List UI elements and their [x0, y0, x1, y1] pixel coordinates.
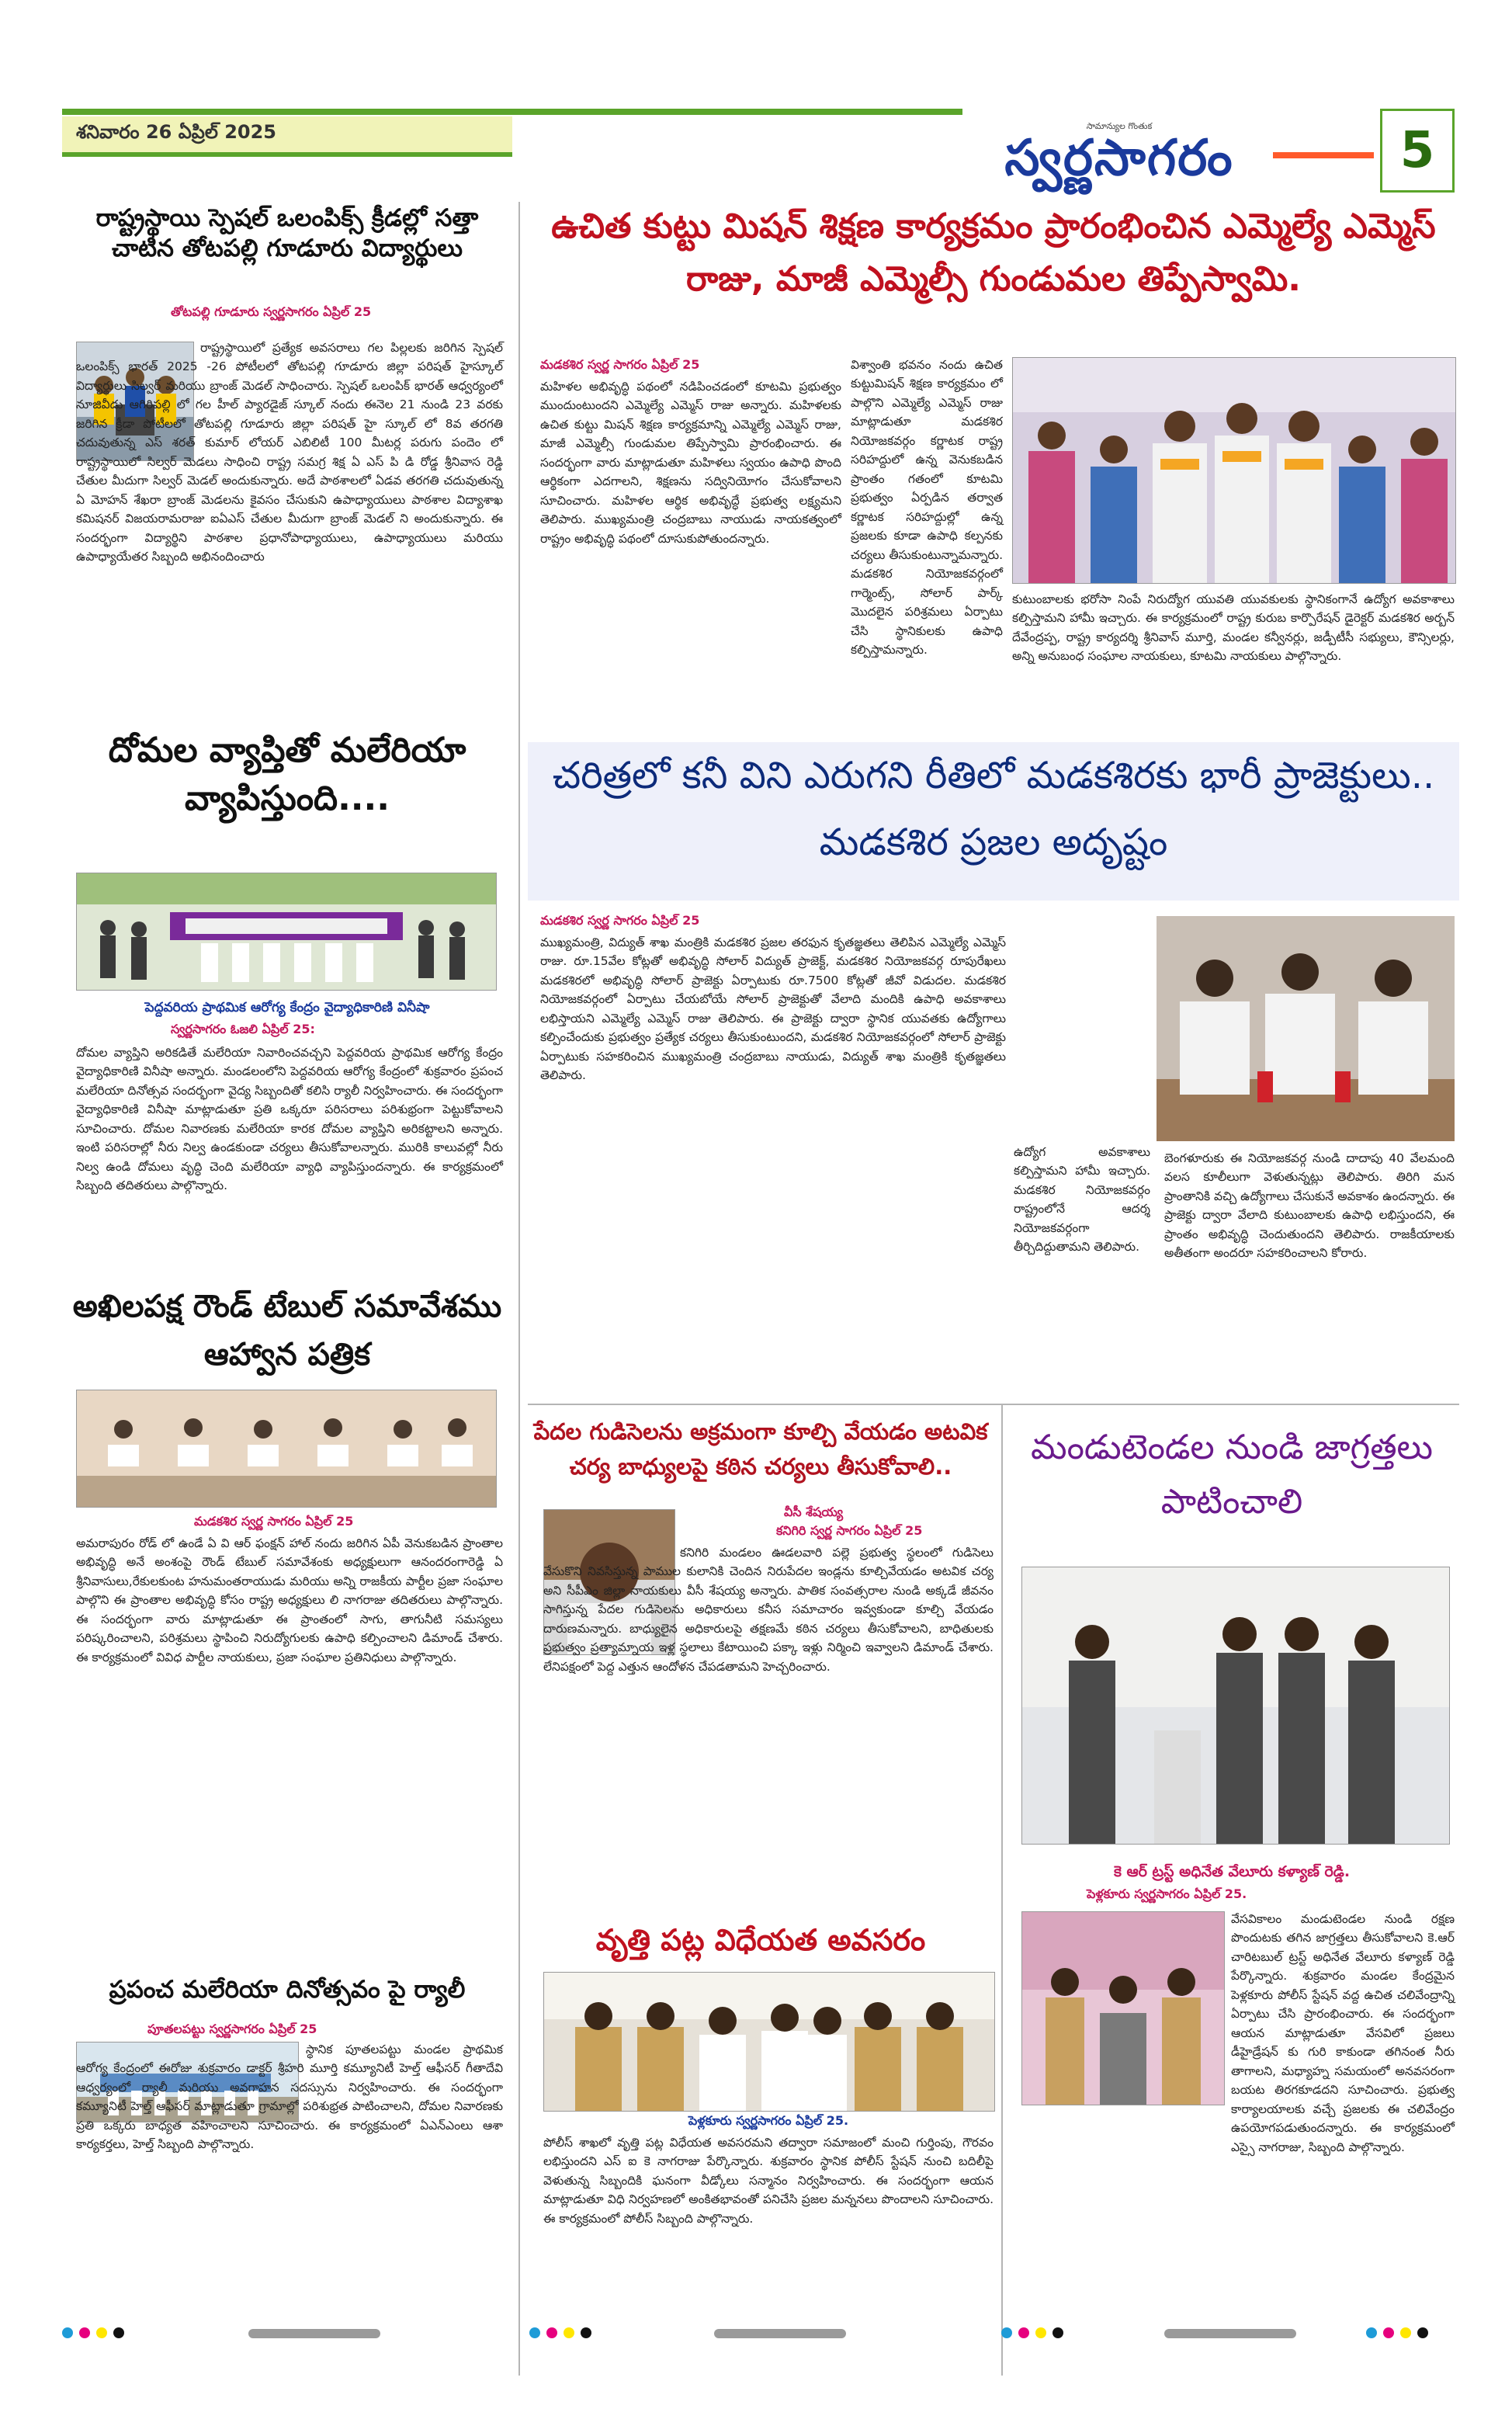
left-article-2-byline: స్వర్ణసాగరం ఓజలి ఏప్రిల్ 25: [171, 1022, 315, 1036]
header-date: శనివారం 26 ఏప్రిల్ 2025 [62, 116, 512, 152]
masthead [980, 109, 1259, 193]
heat-article-headline: మండుటెండల నుండి జాగ్రత్తలు పాటించాలి [1031, 1428, 1433, 1522]
left-article-2-photo [76, 873, 497, 991]
mid-article-byline: మడకశిర స్వర్ణ సాగరం ఏప్రిల్ 25 [540, 913, 700, 928]
footer-dot [1018, 2327, 1029, 2338]
footer-dot [79, 2327, 90, 2338]
demolish-article-body: కనిగిరి మండలం ఊడలవారి పల్లె ప్రభుత్వ స్థలంలో గుడిసెలు వేసుకొని నివసిస్తున్న పాముల కులానికి చెందిన నిరుపేదల ఇండ్లను కూల్చివేయడం అటవిక చర్య అని సీపీఎం జిల్లా నాయకులు వీసీ శేషయ్య అన్నారు. పాతిక సంవత్సరాల నుండి అక్కడే జీవనం సాగిస్తున్న పేదల గుడిసెలను అధికారులు కనీస సమాచారం ఇవ్వకుండా కూల్చి వేయడం దారుణమన్నారు. బాధ్యులైన అధికారులపై తక్షణమే కఠిన చర్యలు తీసుకోవాలని, బాధితులకు ప్రభుత్వం ప్రత్యామ్నాయ ఇళ్ల స్థలాలు కేటాయించి పక్కా ఇళ్లు నిర్మించి ఇవ్వాలని డిమాండ్ చేశారు. లేనిపక్షంలో పెద్ద ఎత్తున ఆందోళన చేపడతామని హెచ్చరించారు. [543, 1546, 994, 1674]
footer-dot [1417, 2327, 1428, 2338]
left-article-3-headline: అఖిలపక్ష రౌండ్ టేబుల్ సమావేశము ఆహ్వాన పత్రిక [72, 1289, 502, 1373]
divider-mid-bottom [528, 1404, 1459, 1405]
demolish-article-byline: కనిగిరి స్వర్ణ సాగరం ఏప్రిల్ 25 [776, 1523, 923, 1538]
left-article-4-byline: పూతలపట్టు స్వర్ణసాగరం ఏప్రిల్ 25 [147, 2022, 317, 2036]
footer-color-dots-far-right [1366, 2327, 1428, 2338]
footer-dot [1366, 2327, 1377, 2338]
left-article-2-headline: దోమల వ్యాప్తితో మలేరియా వ్యాపిస్తుంది.... [108, 731, 466, 818]
header-green-bar [62, 109, 962, 115]
top-article-photo [1012, 357, 1456, 584]
police-article-byline: పెళ్లకూరు స్వర్ణసాగరం ఏప్రిల్ 25. [688, 2113, 849, 2128]
mid-article-press-photo [1009, 916, 1455, 1141]
header-green-bar-2 [62, 152, 512, 157]
footer-dot [113, 2327, 124, 2338]
footer-dot [529, 2327, 540, 2338]
heat-article-photo-1 [1021, 1567, 1450, 1845]
footer-color-dots-left [62, 2327, 124, 2338]
police-article-photo [543, 1972, 995, 2112]
footer-dot [62, 2327, 73, 2338]
footer-dot [564, 2327, 574, 2338]
footer-color-dots-mid [529, 2327, 591, 2338]
column-divider-left [518, 202, 520, 2376]
footer-bar-1 [248, 2329, 380, 2338]
heat-article-byline: పెళ్లకూరు స్వర్ణసాగరం ఏప్రిల్ 25. [1087, 1886, 1247, 1901]
header-orange-bar [1273, 152, 1374, 158]
demolish-article-headline: పేదల గుడిసెలను అక్రమంగా కూల్చి వేయడం అటవిక చర్య బాధ్యులపై కఠిన చర్యలు తీసుకోవాలి.. [533, 1418, 988, 1480]
left-article-2-caption: పెద్దవరియ ప్రాథమిక ఆరోగ్య కేంద్రం వైద్యాధికారిణి వినీషా [144, 1000, 430, 1015]
mid-article-body-col3: బెంగళూరుకు ఈ నియోజకవర్గ నుండి దాదాపు 40 వేలమంది వలస కూలీలుగా వెళుతున్నట్లు తెలిపారు. తిరిగి మన ప్రాంతానికి వచ్చి ఉద్యోగాలు చేసుకునే అవకాశం ఉందన్నారు. ఈ ప్రాజెక్టు ద్వారా వేలాది కుటుంబాలకు ఉపాధి లభిస్తుందని, ఈ ప్రాంతం అభివృద్ధి చెందుతుందని తెలిపారు. రాజకీయాలకు అతీతంగా అందరూ సహకరించాలని కోరారు. [1164, 1151, 1455, 1261]
left-article-4-body: స్థానిక పూతలపట్టు మండల ప్రాథమిక ఆరోగ్య కేంద్రంలో ఈరోజు శుక్రవారం డాక్టర్ శ్రీహరి మూర్తి కమ్యూనిటీ హెల్త్ ఆఫీసర్ గీతాదేవి ఆధ్వర్యంలో ర్యాలీ మరియు అవగాహన సదస్సును నిర్వహించారు. ఈ సందర్భంగా కమ్యూనిటీ హెల్త్ ఆఫీసర్ మాట్లాడుతూ గ్రామాల్లో పరిశుభ్రత పాటించాలని, దోమల నివారణకు ప్రతి ఒక్కరు బాధ్యత వహించాలని సూచించారు. ఈ కార్యక్రమంలో ఏఎన్ఎంలు ఆశా కార్యకర్తలు, హెల్త్ సిబ్బంది పాల్గొన్నారు. [76, 2042, 503, 2152]
demolish-article-person: వీసీ శేషయ్య [784, 1505, 844, 1519]
footer-color-dots-right [1001, 2327, 1063, 2338]
footer-bar-3 [1164, 2329, 1296, 2338]
left-article-2-body: దోమల వ్యాప్తిని అరికడితే మలేరియా నివారించవచ్చని పెద్దవరియ ప్రాథమిక ఆరోగ్య కేంద్రం వైద్యాధికారిణి వినీషా అన్నారు. మండలంలోని పెద్దవరియ ఆరోగ్య కేంద్రంలో శుక్రవారం ప్రపంచ మలేరియా దినోత్సవ సందర్భంగా వైద్య సిబ్బందితో కలిసి ర్యాలీ నిర్వహించారు. ఈ సందర్భంగా వైద్యాధికారిణి వినీషా మాట్లాడుతూ ప్రతి ఒక్కరూ పరిసరాలు పరిశుభ్రంగా పెట్టుకోవాలని సూచించారు. దోమల నివారణకు మలేరియా కారక దోమల వ్యాప్తిని అరికట్టాలని అన్నారు. ఇంటి పరిసరాల్లో నీరు నిల్వ ఉండకుండా చర్యలు తీసుకోవాలన్నారు. మురికి కాలువల్లో నీరు నిల్వ ఉండి దోమలు వృద్ధి చెంది మలేరియా వ్యాధి వ్యాపిస్తుందన్నారు. ఈ కార్యక్రమంలో సిబ్బంది తదితరులు పాల్గొన్నారు. [76, 1046, 503, 1193]
page-number: 5 [1380, 109, 1455, 193]
top-article-body-col1: మహిళల అభివృద్ధి పథంలో నడిపించడంలో కూటమి ప్రభుత్వం ముందుంటుందని ఎమ్మెల్యే ఎమ్మెస్ రాజు అన్నారు. మహిళలకు ఉచిత కుట్టు మిషన్ శిక్షణ కార్యక్రమాన్ని ఎమ్మెల్యే ఎమ్మెస్ రాజు, మాజీ ఎమ్మెల్సీ గుండుమల తిప్పేస్వామి ప్రారంభించారు. ఈ సందర్భంగా వారు మాట్లాడుతూ మహిళలు స్వయం ఉపాధి పొంది ఆర్థికంగా ఎదగాలని, శిక్షణను సద్వినియోగం చేసుకోవాలని సూచించారు. మహిళల ఆర్థిక అభివృద్ధే ప్రభుత్వ లక్ష్యమని తెలిపారు. ముఖ్యమంత్రి చంద్రబాబు నాయుడు నాయకత్వంలో రాష్ట్రం అభివృద్ధి పథంలో దూసుకుపోతుందన్నారు. [540, 380, 841, 546]
left-article-1-body: రాష్ట్రస్థాయిలో ప్రత్యేక అవసరాలు గల పిల్లలకు జరిగిన స్పెషల్ ఒలంపిక్స్ భారత్ 2025 -26 పోటీలలో తోటపల్లి గూడూరు జిల్లా పరిషత్ హైస్కూల్ విద్యార్థులు సిల్వర్ మరియు బ్రాంజ్ మెడల్ సాధించారు. స్పెషల్ ఒలంపిక్ భారత్ ఆధ్వర్యంలో నూజివీడు ఆగిరిపల్లి లో గల హీల్ ప్యారడైజ్ స్కూల్ నందు ఈనెల 21 నుండి 23 వరకు జరిగిన క్రీడా పోటీలలో తోటపల్లి గూడూరు జిల్లా పరిషత్ హై స్కూల్ లో 8వ తరగతి చదువుతున్న ఎస్ శరత్ కుమార్ లోయర్ ఎబిలిటీ 100 మీటర్ల పరుగు పందెం లో రాష్ట్రస్థాయిలో సిల్వర్ మెడలు సాధించి రాష్ట్ర సమగ్ర శిక్ష ఏ ఎస్ పి డి రోడ్డ శ్రీనివాస రెడ్డి చేతుల మీదుగా సిల్వర్ మెడల్ అందుకున్నారు. అదే పాఠశాలలో ఏడవ తరగతి చదువుతున్న ఏ మోహన్ శేఖరా బ్రాంజ్ మెడలను కైవసం చేసుకుని ఉపాధ్యాయులు పాఠశాల విద్యాశాఖ కమిషనర్ విజయరామరాజు ఐఏఎస్ చేతుల మీదుగా బ్రాంజ్ మెడల్ ని అందుకున్నారు. ఈ సందర్భంగా విద్యార్థిని పాఠశాల ప్రధానోపాధ్యాయులు, ఉపాధ్యాయులు మరియు ఉపాధ్యాయేతర సిబ్బంది అభినందించారు [76, 341, 503, 564]
heat-article-caption: కె ఆర్ ట్రస్ట్ అధినేత వేలూరు కళ్యాణ్ రెడ్డి. [1113, 1863, 1351, 1880]
mid-article-body-col1: ముఖ్యమంత్రి, విద్యుత్ శాఖ మంత్రికి మడకశిర ప్రజల తరఫున కృతజ్ఞతలు తెలిపిన ఎమ్మెల్యే ఎమ్మెస్ రాజు. రూ.15వేల కోట్లతో అభివృద్ధి సోలార్ విద్యుత్ ప్రాజెక్ట్, మడకశిర నియోజకవర్గ రూపురేఖలు మడకశిరలో అభివృద్ధి సోలార్ ప్రాజెక్టు ఏర్పాటుకు రూ.7500 కోట్లతో జీవో విడుదల. మడకశిర నియోజకవర్గంలో ఏర్పాటు చేయబోయే సోలార్ ప్రాజెక్టుతో వేలాది మందికి ఉపాధి అవకాశాలు లభిస్తాయని ఎమ్మెల్యే ఎమ్మెస్ రాజు తెలిపారు. ఈ ప్రాజెక్టు ద్వారా స్థానిక యువతకు ఉద్యోగాలు కల్పించేందుకు ప్రభుత్వం ప్రత్యేక చర్యలు తీసుకుంటుందని, మడకశిర నియోజకవర్గంలో సోలార్ ప్రాజెక్టు ఏర్పాటుకు సహకరించిన ముఖ్యమంత్రి చంద్రబాబు నాయుడు, విద్యుత్ శాఖ మంత్రికి కృతజ్ఞతలు తెలిపారు. [540, 935, 1006, 1083]
footer-dot [96, 2327, 107, 2338]
footer-dot [1383, 2327, 1394, 2338]
mid-article-headline: చరిత్రలో కనీ విని ఎరుగని రీతిలో మడకశిరకు భారీ ప్రాజెక్టులు.. మడకశిర ప్రజల అదృష్టం [528, 742, 1459, 901]
left-article-1-byline: తోటపల్లి గూడూరు స్వర్ణసాగరం ఏప్రిల్ 25 [171, 304, 372, 319]
top-article-headline: ఉచిత కుట్టు మిషన్ శిక్షణ కార్యక్రమం ప్రారంభించిన ఎమ్మెల్యే ఎమ్మెస్ రాజు, మాజీ ఎమ్మెల్సీ గుండుమల తిప్పేస్వామి. [551, 207, 1436, 300]
footer-bar-2 [714, 2329, 846, 2338]
footer-dot [546, 2327, 557, 2338]
mid-article-body-col2: ఉద్యోగ అవకాశాలు కల్పిస్తామని హామీ ఇచ్చారు. మడకశిర నియోజకవర్గం రాష్ట్రంలోనే ఆదర్శ నియోజకవర్గంగా తీర్చిదిద్దుతామని తెలిపారు. [1014, 1144, 1150, 1255]
top-article-body-col3: కుటుంబాలకు భరోసా నింపే నిరుద్యోగ యువతి యువకులకు స్థానికంగానే ఉద్యోగ అవకాశాలు కల్పిస్తామని హామీ ఇచ్చారు. ఈ కార్యక్రమంలో రాష్ట్ర కురుబ కార్పొరేషన్ డైరెక్టర్ మడకశిర అర్బన్ దేవేంద్రప్ప, రాష్ట్ర కార్యదర్శి శ్రీనివాస్ మూర్తి, మండల కన్వీనర్లు, జడ్పీటీసీ సభ్యులు, కౌన్సిలర్లు, అన్ని అనుబంధ సంఘాల నాయకులు, కూటమి నాయకులు పాల్గొన్నారు. [1012, 592, 1455, 664]
police-article-body: పోలీస్ శాఖలో వృత్తి పట్ల విధేయత అవసరమని తద్వారా సమాజంలో మంచి గుర్తింపు, గౌరవం లభిస్తుందని ఎస్ ఐ కె నాగరాజు పేర్కొన్నారు. శుక్రవారం స్థానిక పోలీస్ స్టేషన్ నుంచి బదిలీపై వెళుతున్న సిబ్బందికి ఘనంగా వీడ్కోలు సన్మానం నిర్వహించారు. ఈ సందర్భంగా ఆయన మాట్లాడుతూ విధి నిర్వహణలో అంకితభావంతో పనిచేసి ప్రజల మన్ననలు పొందాలని సూచించారు. ఈ కార్యక్రమంలో పోలీస్ సిబ్బంది పాల్గొన్నారు. [543, 2136, 994, 2226]
footer-dot [1053, 2327, 1063, 2338]
left-article-4-headline: ప్రపంచ మలేరియా దినోత్సవం పై ర్యాలీ [109, 1976, 466, 2004]
left-article-3-photo [76, 1390, 497, 1508]
left-article-3-body: అమరాపురం రోడ్ లో ఉండే ఏ వి ఆర్ ఫంక్షన్ హాల్ నందు జరిగిన ఏపీ వెనుకబడిన ప్రాంతాల అభివృద్ధి అనే అంశంపై రౌండ్ టేబుల్ సమావేశంకు అధ్యక్షులుగా ఆనందరంగారెడ్డి ఏ శ్రీనివాసులు,రేకులకుంట హనుమంతరాయుడు మరియు అన్ని రాజకీయ పార్టీల ప్రజా సంఘాల పాల్గొని ఈ ప్రాంతాల అభివృద్ధి కోసం రాష్ట్ర అధ్యక్షులు లి నాగరాజు తదితరులు పాల్గొన్నారు. ఈ సందర్భంగా వారు మాట్లాడుతూ ఈ ప్రాంతంలో సాగు, తాగునీటి సమస్యలు పరిష్కరించాలని, పరిశ్రమలు స్థాపించి నిరుద్యోగులకు ఉపాధి కల్పించాలని డిమాండ్ చేశారు. ఈ కార్యక్రమంలో వివిధ పార్టీల నాయకులు, ప్రజా సంఘాల ప్రతినిధులు పాల్గొన్నారు. [76, 1536, 503, 1664]
footer-dot [1400, 2327, 1411, 2338]
footer-dot [581, 2327, 591, 2338]
footer-dot [1035, 2327, 1046, 2338]
left-article-3-byline: మడకశిర స్వర్ణ సాగరం ఏప్రిల్ 25 [194, 1514, 354, 1529]
top-article-body-col2: విశ్వాంతి భవనం నందు ఉచిత కుట్టుమిషన్ శిక్షణ కార్యక్రమం లో పాల్గొని ఎమ్మెల్యే ఎమ్మెస్ రాజు మాట్లాడుతూ మడకశిర నియోజకవర్గం కర్ణాటక రాష్ట్ర సరిహద్దులో ఉన్న వెనుకబడిన ప్రాంతం గతంలో కూటమి ప్రభుత్వం ఏర్పడిన తర్వాత కర్ణాటక సరిహద్దుల్లో ఉన్న ప్రజలకు కూడా ఉపాధి కల్పనకు చర్యలు తీసుకుంటున్నామన్నారు. మడకశిర నియోజకవర్గంలో గార్మెంట్స్, సోలార్ పార్క్ మొదలైన పరిశ్రమలు ఏర్పాటు చేసి స్థానికులకు ఉపాధి కల్పిస్తామన్నారు. [851, 358, 1003, 658]
left-article-1-headline: రాష్ట్రస్థాయి స్పెషల్ ఒలంపిక్స్ క్రీడల్లో సత్తా చాటిన తోటపల్లి గూడూరు విద్యార్థులు [95, 204, 479, 262]
footer-dot [1001, 2327, 1012, 2338]
heat-article-photo-2 [1021, 1911, 1225, 2105]
mid-article-body-col2-cont [1014, 1149, 1150, 1396]
police-article-headline: వృత్తి పట్ల విధేయత అవసరం [595, 1923, 926, 1957]
heat-article-body: వేసవికాలం మండుటెండల నుండి రక్షణ పొందుటకు తగిన జాగ్రత్తలు తీసుకోవాలని కె.ఆర్ చారిటబుల్ ట్రస్ట్ అధినేత వేలూరు కళ్యాణ్ రెడ్డి పేర్కొన్నారు. శుక్రవారం మండల కేంద్రమైన పెళ్లకూరు పోలీస్ స్టేషన్ వద్ద ఉచిత చలివేంద్రాన్ని ఏర్పాటు చేసి ప్రారంభించారు. ఈ సందర్భంగా ఆయన మాట్లాడుతూ వేసవిలో ప్రజలు డీహైడ్రేషన్ కు గురి కాకుండా తగినంత నీరు తాగాలని, మధ్యాహ్న సమయంలో అనవసరంగా బయట తిరగకూడదని సూచించారు. ప్రభుత్వ కార్యాలయాలకు వచ్చే ప్రజలకు ఈ చలివేంద్రం ఉపయోగపడుతుందన్నారు. ఈ కార్యక్రమంలో ఎస్సై నాగరాజు, సిబ్బంది పాల్గొన్నారు. [1231, 1912, 1455, 2154]
column-divider-right [1001, 1405, 1003, 2376]
top-article-byline: మడకశిర స్వర్ణ సాగరం ఏప్రిల్ 25 [540, 357, 700, 372]
masthead-title: స్వర్ణసాగరం [1004, 129, 1234, 187]
masthead-tagline: సామాన్యుల గొంతుక [1086, 121, 1153, 131]
